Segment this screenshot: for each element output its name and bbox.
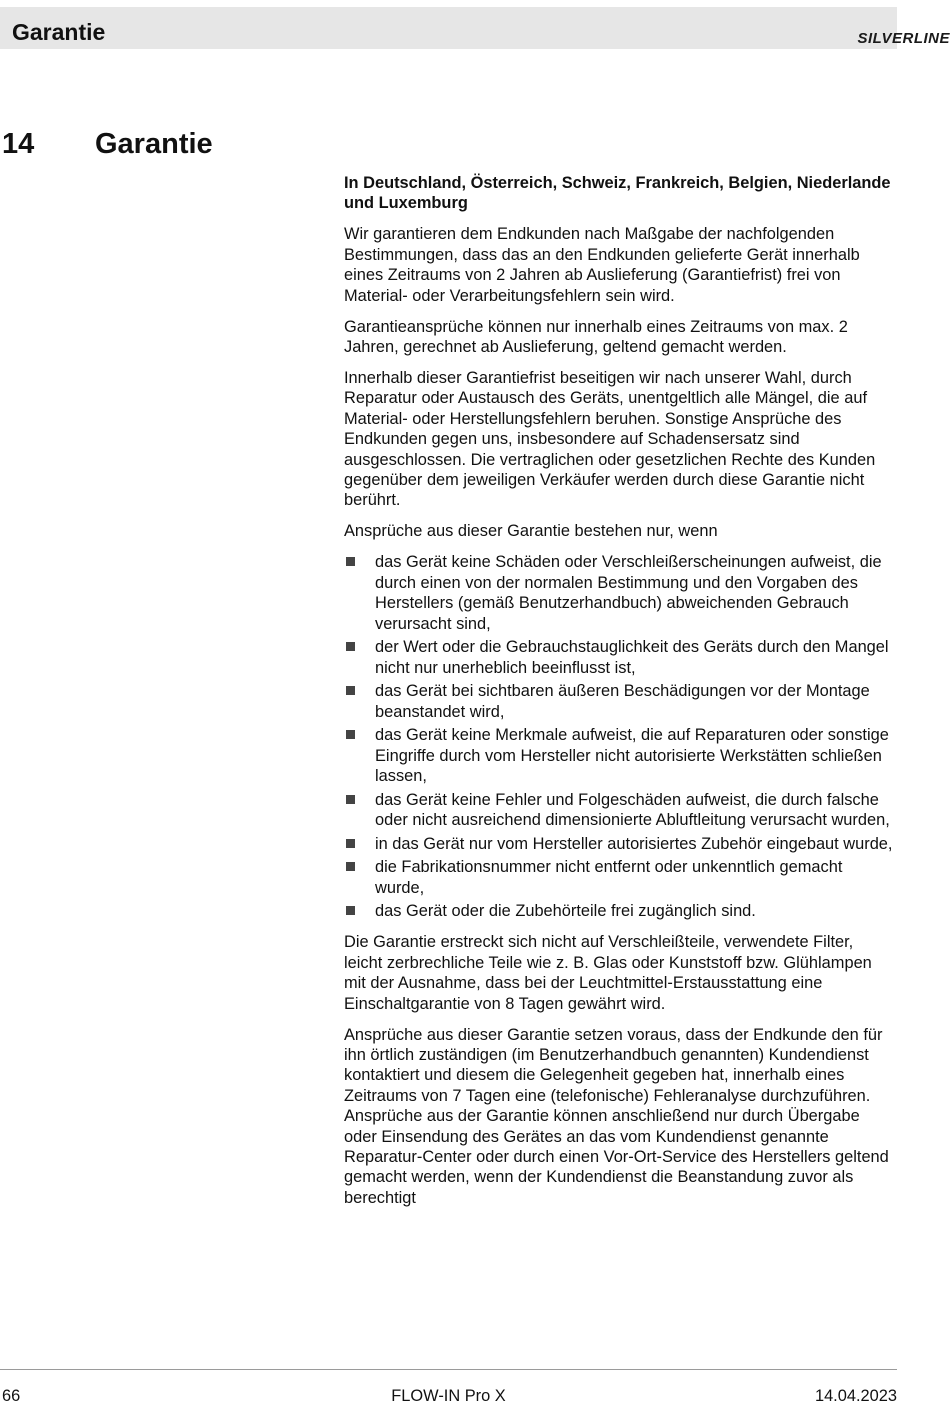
square-bullet-icon (346, 557, 355, 566)
paragraph: Ansprüche aus dieser Garantie setzen voraus, dass der Endkunde den für ihn örtlich zuständigen (im Benutzerhandbuch genannten) Kundendienst kontaktiert und diesem die Gelegenheit gegeben hat, innerhalb eines Zeitraums von 7 Tagen eine (telefonische) Fehleranalyse durchzuführen. Ansprüche aus der Garantie können anschließend nur durch Übergabe oder Einsendung des Gerätes an das vom Kundendienst genannte Reparatur-Center oder durch einen Vor-Ort-Service des Herstellers geltend gemacht werden, wenn der Kundendienst die Beanstandung zuvor als berechtigt (344, 1025, 889, 1207)
list-item-text: das Gerät keine Schäden oder Verschleißerscheinungen aufweist, die durch einen von der normalen Bestimmung und den Vorgaben des Herstellers (gemäß Benutzerhandbuch) abweichenden Gebrauch verursacht sind, (375, 553, 882, 633)
list-item-text: das Gerät oder die Zubehörteile frei zugänglich sind. (375, 902, 756, 921)
chapter-heading (2, 128, 213, 161)
list-item-text: das Gerät keine Merkmale aufweist, die auf Reparaturen oder sonstige Eingriffe durch vom Hersteller nicht autorisierte Werkstätten schließen lassen, (375, 726, 889, 786)
list-item (344, 681, 896, 722)
list-item-text: in das Gerät nur vom Hersteller autorisiertes Zubehör eingebaut wurde, (375, 834, 893, 853)
list-item-text: der Wert oder die Gebrauchstauglichkeit des Geräts durch den Mangel nicht nur unerheblich beeinflusst ist, (375, 638, 889, 677)
chapter-number: 14 (2, 128, 35, 160)
list-item (344, 552, 896, 634)
square-bullet-icon (346, 839, 355, 848)
square-bullet-icon (346, 795, 355, 804)
paragraph: Wir garantieren dem Endkunden nach Maßgabe der nachfolgenden Bestimmungen, dass das an den Endkunden gelieferte Gerät innerhalb eines Zeitraums von 2 Jahren ab Auslieferung (Garantiefrist) frei von Material- oder Verarbeitungsfehlern sein wird. (344, 225, 860, 305)
document-date: 14.04.2023 (814, 1387, 897, 1405)
list-item-text: das Gerät bei sichtbaren äußeren Beschädigungen vor der Montage beanstandet wird, (375, 682, 870, 721)
header-title: Garantie (12, 19, 106, 45)
page-number: 66 (2, 1387, 21, 1405)
paragraph: Innerhalb dieser Garantiefrist beseitigen wir nach unserer Wahl, durch Reparatur oder Austausch des Geräts, unentgeltlich alle Mängel, die auf Material- oder Herstellungsfehlern beruhen. Sonstige Ansprüche des Endkunden gegen uns, insbesondere auf Schadensersatz sind ausgeschlossen. Die vertraglichen oder gesetzlichen Rechte des Kunden gegenüber dem jeweiligen Verkäufer werden durch diese Garantie nicht berührt. (344, 369, 876, 510)
brand-logo: SILVERLINE (857, 30, 950, 47)
list-item (344, 834, 896, 854)
paragraph: Garantieansprüche können nur innerhalb eines Zeitraums von max. 2 Jahren, gerechnet ab Auslieferung, geltend gemacht werden. (344, 317, 848, 357)
conditions-list (344, 552, 896, 921)
list-item-text: die Fabrikationsnummer nicht entfernt oder unkenntlich gemacht wurde, (375, 858, 843, 897)
region-heading: In Deutschland, Österreich, Schweiz, Frankreich, Belgien, Niederlande und Luxemburg (344, 174, 891, 213)
list-item (344, 790, 896, 831)
square-bullet-icon (346, 906, 355, 915)
page-header (0, 7, 897, 49)
footer-divider (0, 1369, 897, 1370)
paragraph: Ansprüche aus dieser Garantie bestehen nur, wenn (344, 522, 718, 541)
square-bullet-icon (346, 686, 355, 695)
square-bullet-icon (346, 730, 355, 739)
product-name: FLOW-IN Pro X (391, 1387, 506, 1405)
square-bullet-icon (346, 642, 355, 651)
list-item (344, 725, 896, 786)
chapter-title: Garantie (95, 128, 213, 160)
paragraph: Die Garantie erstreckt sich nicht auf Verschleißteile, verwendete Filter, leicht zerbrechliche Teile wie z. B. Glas oder Kunststoff bzw. Glühlampen mit der Ausnahme, dass bei der Leuchtmittel-Erstausstattung eine Einschaltgarantie von 8 Tagen gewährt wird. (344, 933, 872, 1013)
list-item-text: das Gerät keine Fehler und Folgeschäden aufweist, die durch falsche oder nicht ausreichend dimensionierte Abluftleitung verursacht wurden, (375, 790, 890, 830)
list-item (344, 901, 896, 921)
warranty-text (344, 173, 896, 1219)
list-item (344, 857, 896, 898)
list-item (344, 637, 896, 678)
square-bullet-icon (346, 862, 355, 871)
